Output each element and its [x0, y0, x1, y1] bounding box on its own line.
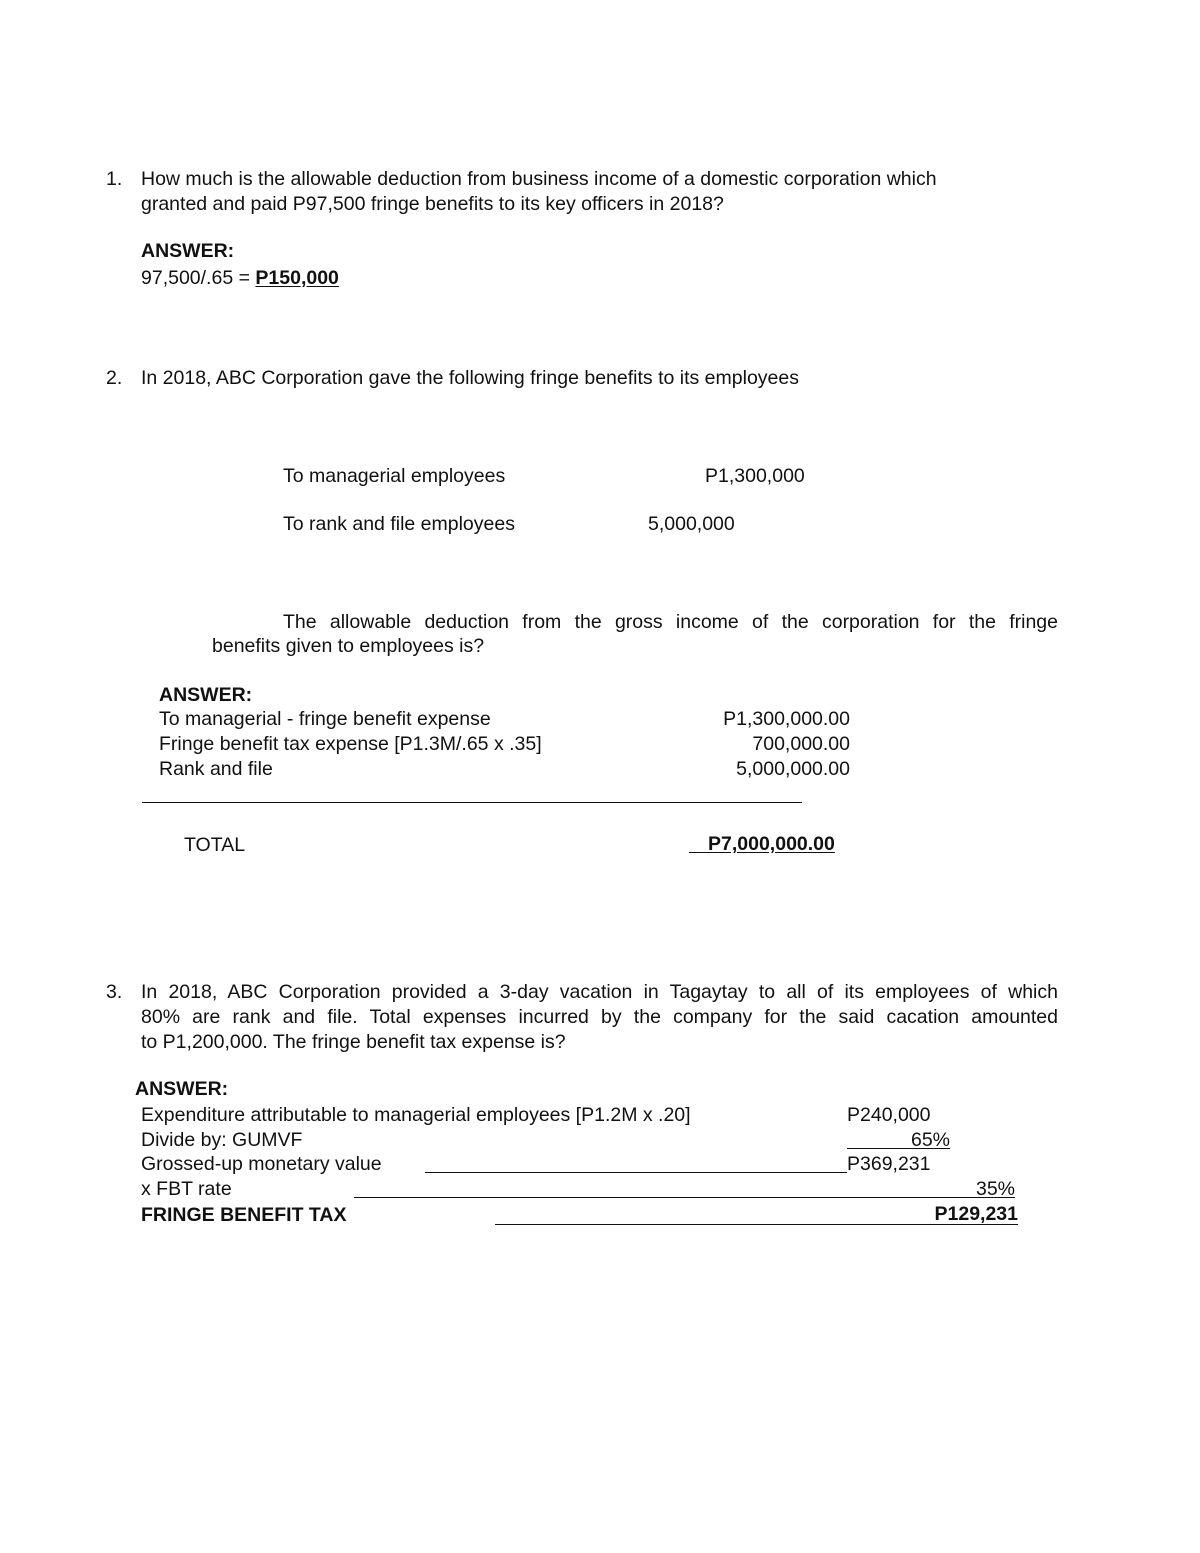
q2-total-amount: P7,000,000.00	[708, 833, 835, 855]
q3-row-label: Divide by: GUMVF	[141, 1129, 303, 1151]
q3-row-leader-line	[425, 1172, 847, 1173]
q2-divider-line	[142, 802, 802, 803]
q3-row-label: Grossed-up monetary value	[141, 1153, 382, 1175]
q2-total-label: TOTAL	[184, 834, 246, 856]
q1-question-line1: How much is the allowable deduction from business income of a domestic corporation which	[141, 168, 937, 190]
q3-row-amount: P240,000	[847, 1104, 931, 1126]
q3-result-amount: P129,231	[934, 1203, 1018, 1225]
q3-row-label: Expenditure attributable to managerial employees [P1.2M x .20]	[141, 1104, 691, 1126]
q2-answer-label: ANSWER:	[159, 684, 253, 706]
q1-result: P150,000	[255, 267, 339, 289]
q2-answer-row-amount: 5,000,000.00	[736, 758, 850, 780]
q2-answer-row-label: Fringe benefit tax expense [P1.3M/.65 x .35]	[159, 733, 542, 755]
q2-prompt-line2: benefits given to employees is?	[212, 635, 485, 657]
q2-item-label: To managerial employees	[283, 465, 506, 487]
q1-answer-label: ANSWER:	[141, 240, 235, 262]
q2-item-label: To rank and file employees	[283, 513, 515, 535]
q2-prompt-line1: The allowable deduction from the gross income of the corporation for the fringe	[283, 611, 1058, 633]
q3-question-line2: 80% are rank and file. Total expenses incurred by the company for the said cacation amounted	[141, 1006, 1058, 1028]
q3-question-line1: In 2018, ABC Corporation provided a 3-day vacation in Tagaytay to all of its employees of which	[141, 981, 1058, 1003]
q2-total-underline-lead	[689, 852, 709, 853]
q3-number: 3.	[106, 981, 123, 1003]
q1-number: 1.	[106, 168, 123, 190]
q3-row-label: x FBT rate	[141, 1178, 232, 1200]
q3-row-amount: 35%	[975, 1178, 1015, 1200]
q3-question-line3: to P1,200,000. The fringe benefit tax expense is?	[141, 1031, 566, 1053]
q2-question: In 2018, ABC Corporation gave the following fringe benefits to its employees	[141, 367, 799, 389]
q3-result-label: FRINGE BENEFIT TAX	[141, 1204, 347, 1226]
q1-question-line2: granted and paid P97,500 fringe benefits to its key officers in 2018?	[141, 193, 724, 215]
q1-formula: 97,500/.65 =	[141, 267, 256, 289]
q2-item-amount: 5,000,000	[648, 513, 735, 535]
q2-answer-row-amount: 700,000.00	[752, 733, 850, 755]
q1-answer-line	[141, 269, 339, 289]
q3-row-amount: 65%	[910, 1129, 950, 1151]
q3-answer-label: ANSWER:	[135, 1078, 229, 1100]
q2-answer-row-amount: P1,300,000.00	[723, 708, 850, 730]
q2-item-amount: P1,300,000	[705, 465, 805, 487]
q2-answer-row-label: To managerial - fringe benefit expense	[159, 708, 491, 730]
q2-number: 2.	[106, 367, 123, 389]
q2-answer-row-label: Rank and file	[159, 758, 273, 780]
q3-row-amount: P369,231	[847, 1153, 931, 1175]
